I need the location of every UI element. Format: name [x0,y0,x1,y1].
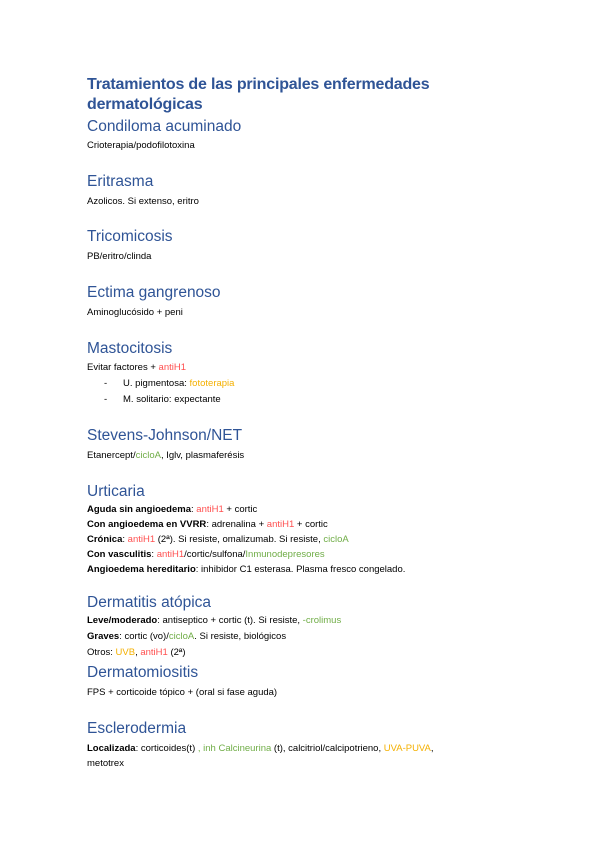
text-urticaria-hereditario [87,563,405,576]
text-segment: + cortic [223,504,258,515]
text-segment: : corticoides(t) [135,743,198,754]
drug-antih1: antiH1 [127,534,156,545]
text-segment: Etanercept/ [87,450,136,461]
text-segment: (2ª). Si resiste, omalizumab. Si resiste, [155,534,324,545]
text-eritrasma: Azolicos. Si extenso, eritro [87,196,199,207]
text-ectima: Aminoglucósido + peni [87,307,183,318]
label-bold: Graves [87,631,120,642]
document-title-line-2: dermatológicas [87,96,203,113]
text-stevens-johnson [87,449,244,462]
drug-antih1: antiH1 [140,647,168,658]
drug-cicloa: cicloA [168,631,195,642]
list-item-solitario [104,393,221,406]
heading-mastocitosis: Mastocitosis [87,340,173,357]
text-segment: , Iglv, plasmaferésis [160,450,245,461]
heading-dermatitis-atopica: Dermatitis atópica [87,594,212,611]
text-urticaria-aguda [87,503,257,516]
treatment-uvb: UVB [115,647,136,658]
heading-urticaria: Urticaria [87,483,145,500]
bullet-dash: - [104,378,108,389]
document-title-line-1: Tratamientos de las principales enfermedades [87,76,430,93]
text-segment: : inhibidor C1 esterasa. Plasma fresco congelado. [195,564,406,575]
treatment-fototerapia: fototerapia [189,378,235,389]
label-bold: Crónica [87,534,123,545]
text-segment: , [135,647,141,658]
text-segment: (t), calcitriol/calcipotrieno, [271,743,384,754]
label-bold: Aguda sin angioedema [87,504,191,515]
heading-esclerodermia: Esclerodermia [87,720,187,737]
heading-tricomicosis: Tricomicosis [87,228,173,245]
text-tricomicosis: PB/eritro/clinda [87,251,152,262]
text-segment: Evitar factores + [87,362,159,373]
text-segment: : cortic (vo)/ [119,631,169,642]
text-segment: : [151,549,157,560]
text-segment: M. solitario: expectante [123,394,221,405]
text-esclerodermia-localizada [87,742,434,755]
label-bold: Con angioedema en VVRR [87,519,207,530]
drug-cicloa: cicloA [323,534,349,545]
text-mastocitosis-line-1 [87,361,186,374]
heading-ectima: Ectima gangrenoso [87,284,221,301]
drug-antih1: antiH1 [196,504,224,515]
treatment-uva-puva: UVA-PUVA [383,743,431,754]
text-dermatitis-leve [87,614,341,627]
drug-antih1: antiH1 [158,362,187,373]
text-segment: : [122,534,128,545]
text-esclerodermia-metotrex: metotrex [87,758,124,769]
bullet-dash: - [104,394,108,405]
text-segment: (2ª) [167,647,186,658]
drug-crolimus: -crolimus [302,615,342,626]
heading-dermatomiositis: Dermatomiositis [87,664,199,681]
text-segment: /cortic/sulfona/ [184,549,246,560]
text-segment: : adrenalina + [206,519,267,530]
text-segment: . Si resiste, biológicos [194,631,287,642]
text-segment: , [430,743,434,754]
text-urticaria-cronica [87,533,349,546]
text-segment: U. pigmentosa: [123,378,190,389]
drug-cicloa: cicloA [135,450,161,461]
label-bold: Localizada [87,743,136,754]
text-segment: : antiseptico + cortic (t). Si resiste, [157,615,303,626]
drug-antih1: antiH1 [156,549,185,560]
document-title [87,75,487,115]
label-bold: Angioedema hereditario [87,564,196,575]
text-urticaria-angioedema [87,518,328,531]
heading-eritrasma: Eritrasma [87,173,154,190]
text-dermatitis-graves [87,630,286,643]
list-item-pigmentosa [104,377,234,390]
text-urticaria-vasculitis [87,548,325,561]
drug-antih1: antiH1 [266,519,295,530]
text-segment: Otros: [87,647,116,658]
text-segment: + cortic [294,519,328,530]
text-segment: : [191,504,197,515]
text-dermatitis-otros [87,646,186,659]
text-dermatomiositis: FPS + corticoide tópico + (oral si fase aguda) [87,687,278,698]
label-bold: Leve/moderado [87,615,158,626]
text-condiloma: Crioterapia/podofilotoxina [87,140,195,151]
heading-stevens-johnson: Stevens-Johnson/NET [87,427,243,444]
heading-condiloma: Condiloma acuminado [87,118,242,135]
label-bold: Con vasculitis [87,549,152,560]
drug-inh-calcineurina: , inh Calcineurina [197,743,272,754]
drug-inmunodepresores: Inmunodepresores [245,549,325,560]
